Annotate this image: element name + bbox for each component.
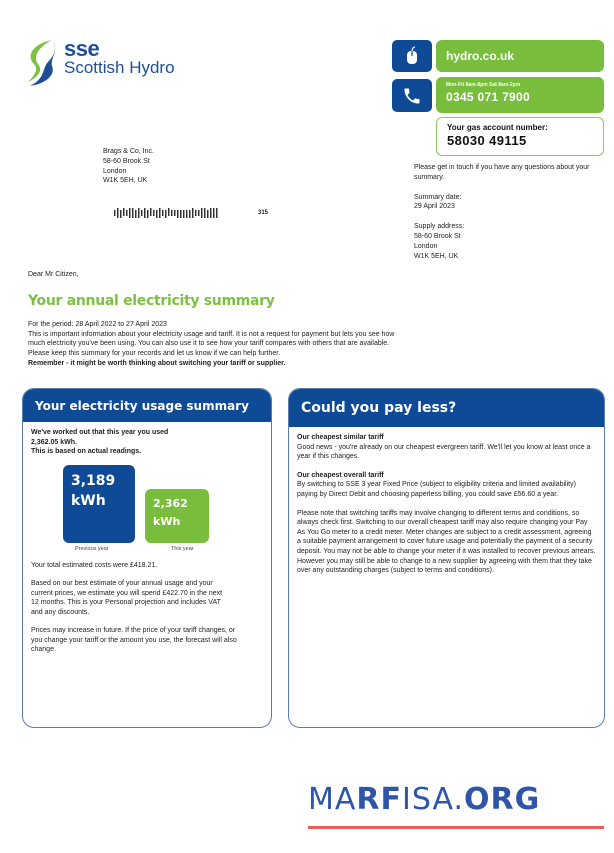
watermark-part: MA xyxy=(308,782,357,817)
previous-year-value: 3,189 xyxy=(71,472,116,489)
summary-info xyxy=(414,163,594,271)
recipient-postcode: W1K 5EH, UK xyxy=(103,177,148,185)
pay-less-panel xyxy=(288,388,605,728)
overall-tariff-text: By switching to SSE 3 year Fixed Price (subject to eligibility criteria and limited availability) paying by Direct Debit and choosing paperless billing, you could save £56.60 a year. xyxy=(297,481,576,498)
estimate-text: Based on our best estimate of your annual usage and your current prices, we estimate you will spend £422.70 in the next 12 months. This is your Personal projection and includes VAT and any discounts. xyxy=(31,580,223,616)
watermark-part: ORG xyxy=(463,782,541,817)
intro-line: Please keep this summary for your records and let us know if we can help further. xyxy=(28,350,281,358)
intro-text xyxy=(28,320,588,369)
this-year-bar xyxy=(145,489,209,543)
phone-icon xyxy=(392,79,432,112)
usage-line: We've worked out that this year you used xyxy=(31,429,169,436)
logo-name-text: Scottish Hydro xyxy=(64,58,175,77)
supply-address-label: Supply address: xyxy=(414,223,465,231)
prices-note: Prices may increase in future. If the price of your tariff changes, or you change your tariff or the amount you use, the forecast will also change. xyxy=(31,627,237,654)
recipient-name: Brags & Co, Inc. xyxy=(103,148,154,155)
usage-comparison-chart xyxy=(31,461,263,561)
this-year-value: 2,362 xyxy=(153,496,188,510)
contact-note: Please get in touch if you have any questions about your summary. xyxy=(414,164,590,181)
watermark-part: ISA. xyxy=(402,782,464,817)
usage-total-kwh: 2,362.05 kWh. xyxy=(31,438,77,446)
this-year-label: This year xyxy=(171,545,194,552)
watermark-underline xyxy=(308,826,604,829)
summary-date-label: Summary date: xyxy=(414,193,462,201)
account-label: Your gas account number: xyxy=(447,123,548,132)
barcode-number: 315 xyxy=(258,210,269,216)
switching-note: Please note that switching tariffs may involve changing to different terms and conditions, so always check first. Switching to our overall cheapest tariff may also require changing your Pay As You Go meter to a credit meter. Meter changes are subject to a credit assessment, agreeing a suitable payment arrangement to cover future usage and potentially the payment of a security deposit. You may not be able to change your meter if it was installed to recover previous arrears. However you may still be able to change to a new supplier by agreeing with them that they take over any outstanding charges (subject to terms and conditions). xyxy=(297,509,596,575)
recipient-city: London xyxy=(103,167,127,175)
logo-short-text: sse xyxy=(64,36,100,61)
recipient-address xyxy=(103,147,154,186)
greeting: Dear Mr Citizen, xyxy=(28,271,79,278)
overall-tariff-heading: Our cheapest overall tariff xyxy=(297,471,384,479)
similar-tariff-heading: Our cheapest similar tariff xyxy=(297,434,384,441)
supply-postcode: W1K 5EH, UK xyxy=(414,252,459,260)
account-number-box xyxy=(436,117,604,156)
phone-hours: Mon-Fri 8am-8pm Sat 8am-2pm xyxy=(446,82,521,88)
watermark-part: RF xyxy=(356,782,402,817)
total-costs: Your total estimated costs were £418.21. xyxy=(31,561,158,569)
usage-summary-panel xyxy=(22,388,272,728)
this-year-unit: kWh xyxy=(153,514,181,528)
supply-street: 58-60 Brook St xyxy=(414,232,461,240)
website-link[interactable]: hydro.co.uk xyxy=(436,40,604,72)
previous-year-bar xyxy=(63,465,135,543)
marfisa-watermark xyxy=(308,782,540,817)
phone-number: 0345 071 7900 xyxy=(446,90,530,104)
recipient-street: 58-60 Brook St xyxy=(103,157,150,165)
similar-tariff-text: Good news - you're already on our cheapest evergreen tariff. We'll let you know at least once a year if this changes. xyxy=(297,443,591,461)
mouse-icon xyxy=(392,40,432,72)
readings-note: This is based on actual readings. xyxy=(31,448,142,455)
usage-panel-title: Your electricity usage summary xyxy=(23,389,271,422)
pay-less-title: Could you pay less? xyxy=(289,389,604,427)
sse-logo xyxy=(22,38,202,88)
intro-line: This is important information about your electricity usage and tariff. It is not a request for payment but lets you see how xyxy=(28,330,395,338)
page-title: Your annual electricity summary xyxy=(28,293,275,309)
previous-year-unit: kWh xyxy=(71,492,106,509)
period-text: For the period: 28 April 2022 to 27 April 2023 xyxy=(28,321,167,328)
previous-year-label: Previous year xyxy=(75,545,109,552)
postal-barcode-icon xyxy=(114,208,254,218)
intro-line: much electricity you've been using. You can also use it to see how your tariff compares with others that are available. xyxy=(28,340,390,348)
account-number: 58030 49115 xyxy=(447,133,527,148)
swirl-logo-icon xyxy=(22,38,62,88)
reminder-line: Remember - it might be worth thinking about switching your tariff or supplier. xyxy=(28,359,286,367)
summary-date: 29 April 2023 xyxy=(414,203,455,211)
supply-city: London xyxy=(414,242,438,250)
phone-contact[interactable] xyxy=(436,77,604,113)
